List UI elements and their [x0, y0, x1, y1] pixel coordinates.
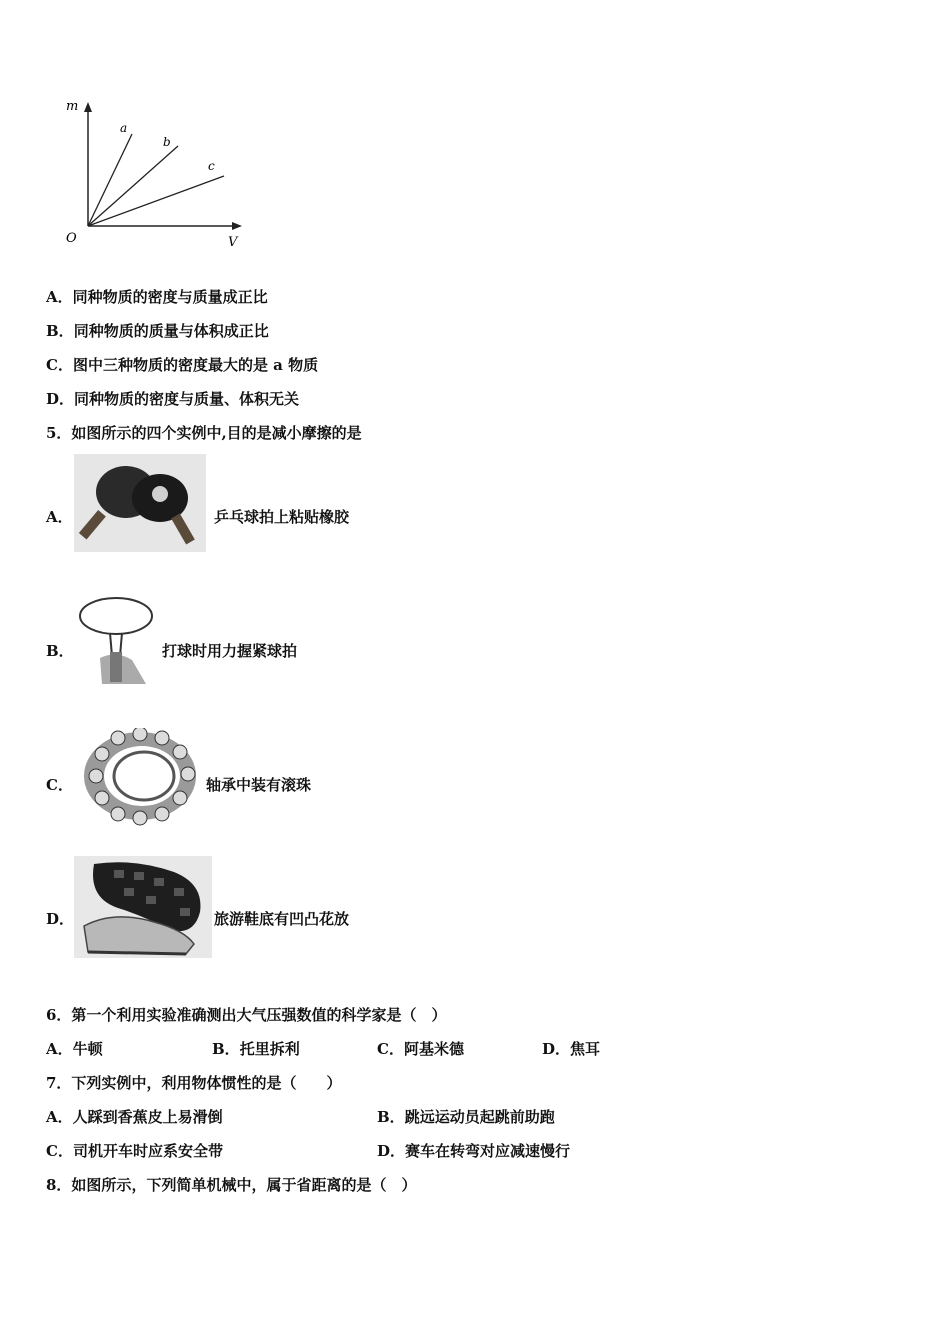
q5-option-a-text: 乒乓球拍上粘贴橡胶 — [214, 508, 350, 526]
q5-option-b-label: B． — [46, 642, 74, 660]
q8-stem: 8．如图所示，下列简单机械中，属于省距离的是（ ） — [46, 1176, 417, 1194]
q4-option-a: A．同种物质的密度与质量成正比 — [46, 288, 268, 306]
q5-stem: 5．如图所示的四个实例中,目的是减小摩擦的是 — [46, 424, 362, 442]
q5-option-d-text: 旅游鞋底有凹凸花放 — [214, 910, 350, 928]
q6-option-b: B．托里拆利 — [212, 1040, 300, 1058]
line-b-label: b — [163, 135, 171, 149]
q6-option-c: C．阿基米德 — [377, 1040, 464, 1058]
line-a-label: a — [120, 121, 128, 135]
line-c-label: c — [208, 159, 215, 173]
q5-option-b-text: 打球时用力握紧球拍 — [162, 642, 298, 660]
y-axis-label: m — [66, 99, 79, 114]
q5-option-a-label: A． — [46, 508, 73, 526]
q6-option-a: A．牛顿 — [46, 1040, 103, 1058]
q7-stem: 7．下列实例中，利用物体惯性的是（ ） — [46, 1074, 342, 1092]
q7-option-d: D．赛车在转弯对应减速慢行 — [377, 1142, 571, 1160]
origin-label: O — [66, 231, 77, 246]
q4-option-c: C．图中三种物质的密度最大的是 a 物质 — [46, 356, 319, 374]
tennis-racket-image — [76, 596, 156, 688]
ping-pong-paddle-image — [74, 454, 206, 552]
q5-option-c-text: 轴承中装有滚珠 — [206, 776, 312, 794]
q5-option-c-label: C． — [46, 776, 73, 794]
q7-option-c: C．司机开车时应系安全带 — [46, 1142, 223, 1160]
sneaker-sole-image — [74, 856, 212, 958]
q6-stem: 6．第一个利用实验准确测出大气压强数值的科学家是（ ） — [46, 1006, 447, 1024]
q7-option-b: B．跳远运动员起跳前助跑 — [377, 1108, 555, 1126]
mass-volume-graph — [60, 98, 250, 253]
q7-option-a: A．人踩到香蕉皮上易滑倒 — [46, 1108, 223, 1126]
q6-option-d: D．焦耳 — [542, 1040, 601, 1058]
q4-option-b: B．同种物质的质量与体积成正比 — [46, 322, 269, 340]
q5-option-d-label: D． — [46, 910, 75, 928]
ball-bearing-image — [76, 728, 200, 828]
x-axis-label: V — [228, 235, 238, 250]
q4-option-d: D．同种物质的密度与质量、体积无关 — [46, 390, 300, 408]
